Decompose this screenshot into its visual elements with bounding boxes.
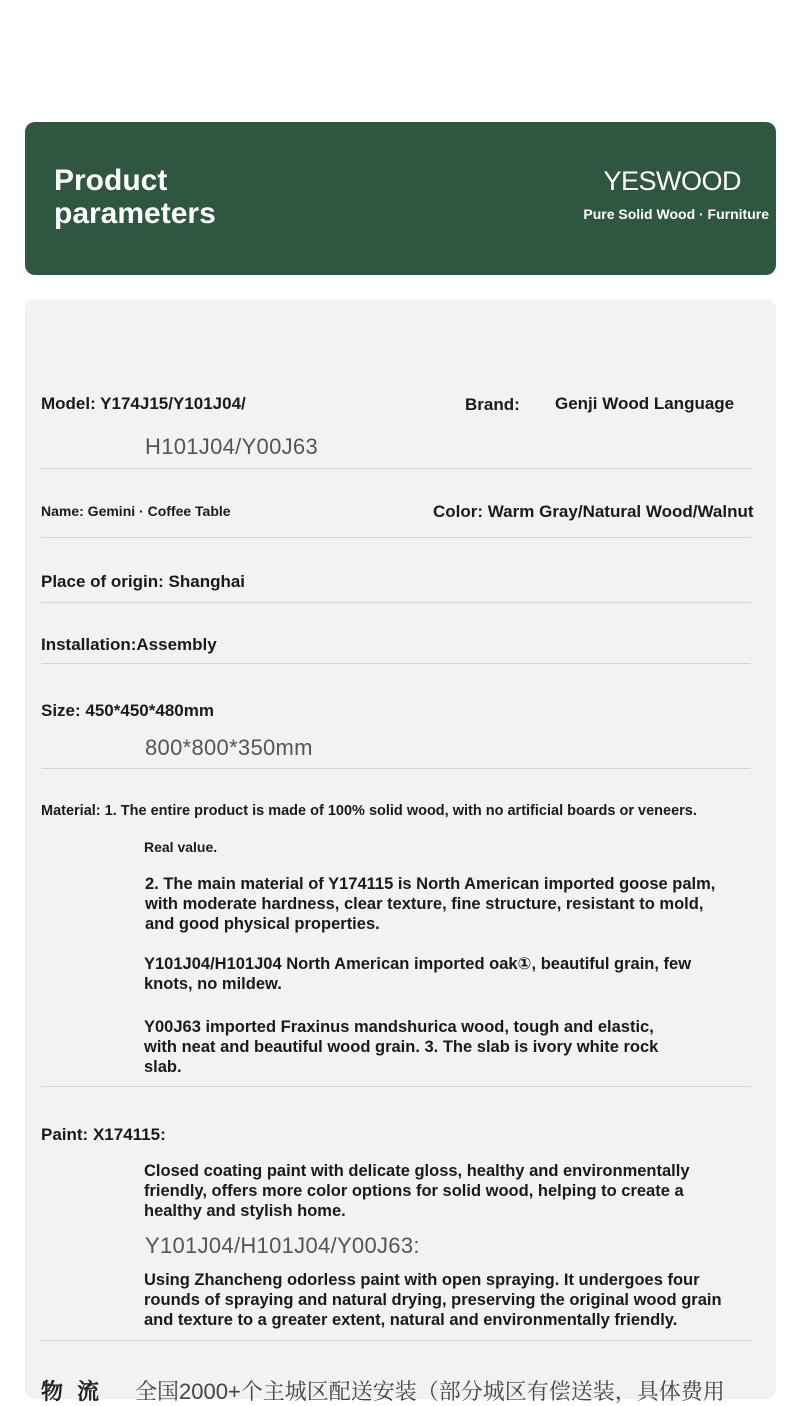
paint-paragraph-2: Using Zhancheng odorless paint with open spraying. It undergoes four rounds of spraying and natural drying, preserving the original wood grain and texture to a greater extent, natural and environmentally friendly. — [144, 1271, 722, 1329]
model-line1: Model: Y174J15/Y101J04/ — [41, 394, 246, 413]
divider — [41, 468, 751, 469]
place-of-origin: Place of origin: Shanghai — [41, 572, 246, 591]
size-line1: Size: 450*450*480mm — [41, 701, 214, 720]
delivery-label: 物流 — [41, 1379, 114, 1404]
material-line1: Material: 1. The entire product is made of 100% solid wood, with no artificial boards or veneers. — [41, 803, 697, 819]
material-real-value: Real value. — [144, 839, 218, 855]
brand-label: Brand: — [465, 395, 520, 414]
paint-paragraph-1: Closed coating paint with delicate gloss, healthy and environmentally friendly, offers more color options for solid wood, helping to create a healthy and stylish home. — [144, 1162, 690, 1220]
divider — [41, 1086, 751, 1087]
divider — [41, 1340, 751, 1341]
page-title: Product parameters — [54, 164, 216, 230]
delivery-text: 全国2000+个主城区配送安装（部分城区有偿送装，具体费用 — [135, 1379, 725, 1404]
material-paragraph-3: Y101J04/H101J04 North American imported oak①, beautiful grain, few knots, no mildew. — [144, 955, 692, 993]
brand-logo: YESWOOD — [603, 166, 741, 196]
model-line2: H101J04/Y00J63 — [145, 434, 318, 459]
installation: Installation:Assembly — [41, 635, 217, 654]
parameters-card — [25, 299, 776, 1404]
size-line2: 800*800*350mm — [145, 735, 313, 760]
divider — [41, 663, 751, 664]
brand-tagline: Pure Solid Wood · Furniture — [583, 206, 769, 222]
product-name: Name: Gemini · Coffee Table — [41, 503, 231, 519]
brand-value: Genji Wood Language — [555, 394, 735, 413]
divider — [41, 537, 751, 538]
material-paragraph-2: 2. The main material of Y174115 is North American imported goose palm, with moderate hardness, clear texture, fine structure, resistant to mold, and good physical properties. — [145, 875, 716, 933]
delivery-row — [41, 1375, 725, 1406]
divider — [41, 768, 751, 769]
material-paragraph-4: Y00J63 imported Fraxinus mandshurica wood, tough and elastic, with neat and beautiful wood grain. 3. The slab is ivory white rock slab. — [144, 1018, 659, 1076]
paint-models: Y101J04/H101J04/Y00J63: — [145, 1233, 420, 1258]
paint-label: Paint: X174115: — [41, 1125, 166, 1144]
header-banner — [25, 122, 776, 275]
divider — [41, 602, 751, 603]
product-color: Color: Warm Gray/Natural Wood/Walnut — [433, 502, 754, 521]
